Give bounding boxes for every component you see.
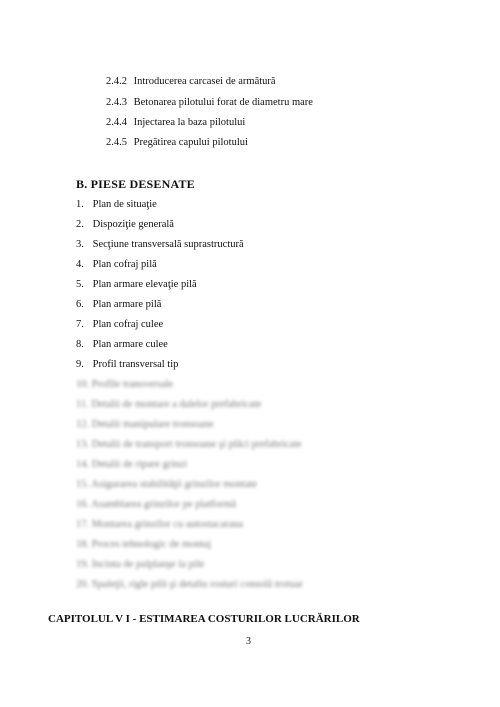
subsection-text: Pregătirea capului pilotului <box>133 137 248 148</box>
subsection-line <box>106 137 248 149</box>
blurred-list-item: 12. Detalii manipulare tronsoane <box>76 419 214 430</box>
subsection-number: 2.4.2 <box>106 76 127 87</box>
list-item-number: 1. <box>76 199 84 210</box>
subsection-text: Injectarea la baza pilotului <box>133 117 246 128</box>
list-item <box>76 199 157 211</box>
list-item-number: 9. <box>76 359 84 370</box>
list-item-text: Plan cofraj pilă <box>92 259 157 270</box>
blurred-list-item: 17. Montarea grinzilor cu autostacaraua <box>76 519 244 530</box>
list-item-number: 7. <box>76 319 84 330</box>
list-item <box>76 259 157 271</box>
blurred-list-item: 14. Detalii de ripare grinzi <box>76 459 188 470</box>
list-item <box>76 299 161 311</box>
list-item-text: Dispoziţie generală <box>92 219 174 230</box>
chapter-heading: CAPITOLUL V I - ESTIMAREA COSTURILOR LUCRĂRILOR <box>48 613 360 625</box>
section-title: B. PIESE DESENATE <box>76 177 195 191</box>
list-item-text: Plan armare elevaţie pilă <box>92 279 197 290</box>
list-item <box>76 239 244 251</box>
list-item <box>76 359 178 371</box>
subsection-text: Betonarea pilotului forat de diametru mare <box>133 97 313 108</box>
subsection-number: 2.4.5 <box>106 137 127 148</box>
subsection-number: 2.4.4 <box>106 117 127 128</box>
subsection-text: Introducerea carcasei de armătură <box>133 76 276 87</box>
page-number: 3 <box>246 636 251 647</box>
blurred-list-item: 13. Detalii de transport tronsoane şi plăci prefabricate <box>76 439 302 450</box>
list-item <box>76 339 168 351</box>
blurred-list-item: 18. Proces tehnologic de montaj <box>76 539 212 550</box>
subsection-number: 2.4.3 <box>106 97 127 108</box>
subsection-line <box>106 76 276 88</box>
blurred-list-item: 15. Asigurarea stabilităţii grinzilor montate <box>76 479 258 490</box>
blurred-list-item: 16. Asamblarea grinzilor pe platformă <box>76 499 237 510</box>
list-item-text: Plan de situaţie <box>92 199 157 210</box>
subsection-line <box>106 117 245 129</box>
blurred-list-item: 10. Profile transversale <box>76 379 174 390</box>
list-item-number: 2. <box>76 219 84 230</box>
list-item <box>76 319 163 331</box>
list-item-number: 4. <box>76 259 84 270</box>
subsection-line <box>106 97 313 109</box>
list-item-number: 8. <box>76 339 84 350</box>
list-item-number: 6. <box>76 299 84 310</box>
list-item <box>76 219 174 231</box>
blurred-list-item: 19. Incinta de palplanşe la pile <box>76 559 205 570</box>
list-item-number: 5. <box>76 279 84 290</box>
list-item-text: Plan armare culee <box>92 339 168 350</box>
list-item-text: Plan armare pilă <box>92 299 162 310</box>
blurred-list-item: 11. Detalii de montare a dalelor prefabricate <box>76 399 262 410</box>
blurred-list-item: 20. Spaleţii, rigle pilă şi detaliu rosturi consolă trotuar <box>76 579 303 590</box>
list-item <box>76 279 197 291</box>
list-item-text: Profil transversal tip <box>92 359 179 370</box>
list-item-text: Secţiune transversală suprastructură <box>92 239 244 250</box>
list-item-text: Plan cofraj culee <box>92 319 164 330</box>
list-item-number: 3. <box>76 239 84 250</box>
